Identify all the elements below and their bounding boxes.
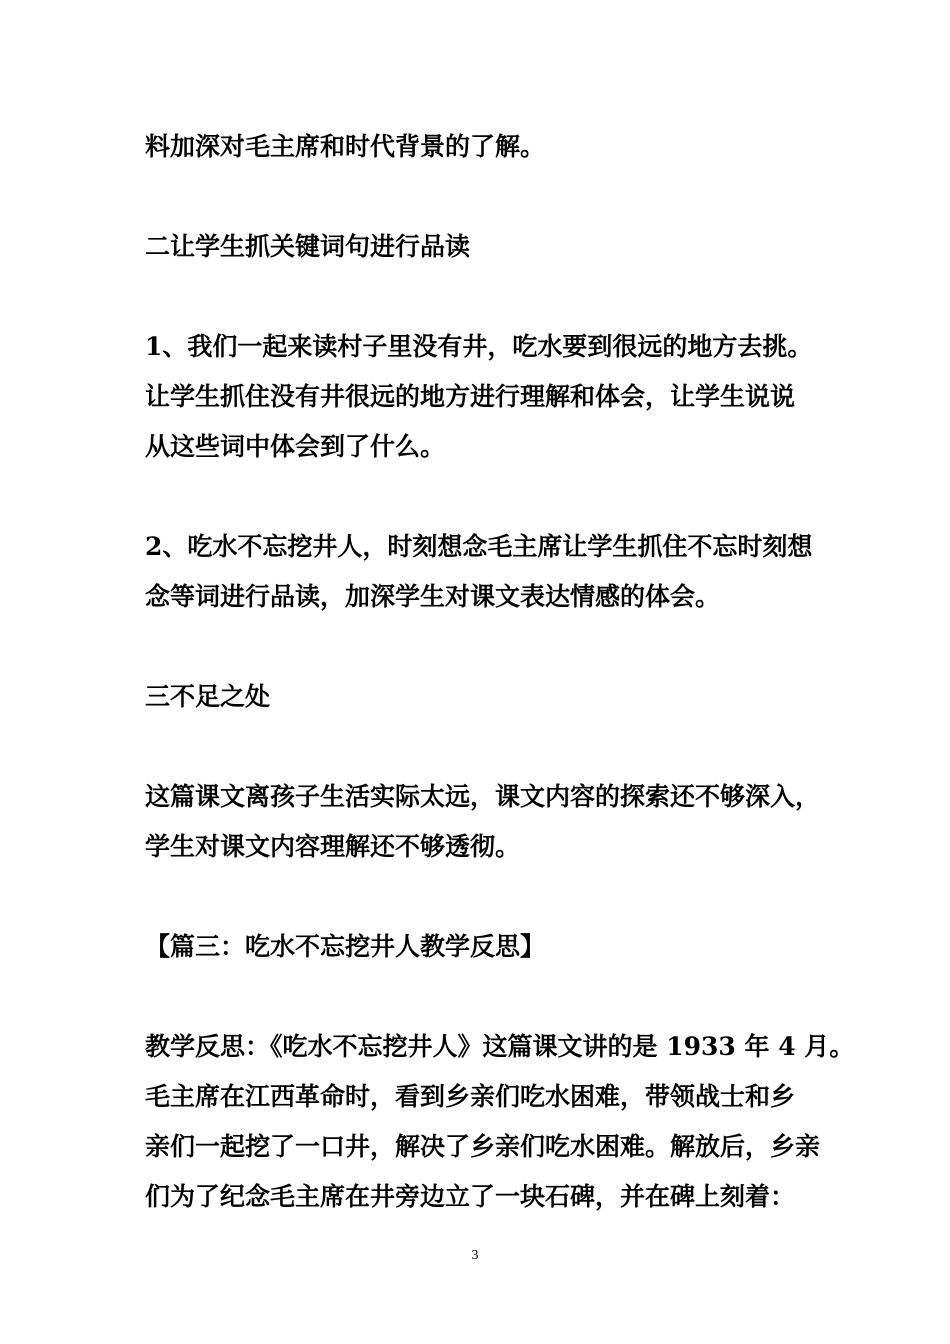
text-line: 亲们一起挖了一口井，解决了乡亲们吃水困难。解放后，乡亲 [145, 1132, 821, 1161]
text-line: 从这些词中体会到了什么。 [145, 432, 446, 461]
text-line: 料加深对毛主席和时代背景的了解。 [145, 132, 546, 161]
section-heading: 三不足之处 [145, 682, 271, 711]
text-line: 念等词进行品读，加深学生对课文表达情感的体会。 [145, 582, 721, 611]
text-line: 学生对课文内容理解还不够透彻。 [145, 832, 521, 861]
article-title: 【篇三：吃水不忘挖井人教学反思】 [145, 932, 546, 961]
text-line: 让学生抓住没有井很远的地方进行理解和体会，让学生说说 [145, 382, 796, 411]
text-line: 2、吃水不忘挖井人，时刻想念毛主席让学生抓住不忘时刻想 [145, 532, 813, 561]
text-line: 们为了纪念毛主席在井旁边立了一块石碑，并在碑上刻着： [145, 1182, 796, 1211]
text-line: 这篇课文离孩子生活实际太远，课文内容的探索还不够深入， [145, 782, 821, 811]
section-heading: 二让学生抓关键词句进行品读 [145, 232, 471, 261]
text-line: 毛主席在江西革命时，看到乡亲们吃水困难，带领战士和乡 [145, 1082, 796, 1111]
page-number: 3 [471, 1248, 479, 1263]
text-line: 1、我们一起来读村子里没有井，吃水要到很远的地方去挑。 [145, 332, 813, 361]
text-line: 教学反思：《吃水不忘挖井人》这篇课文讲的是 1933 年 4 月。 [145, 1032, 855, 1061]
